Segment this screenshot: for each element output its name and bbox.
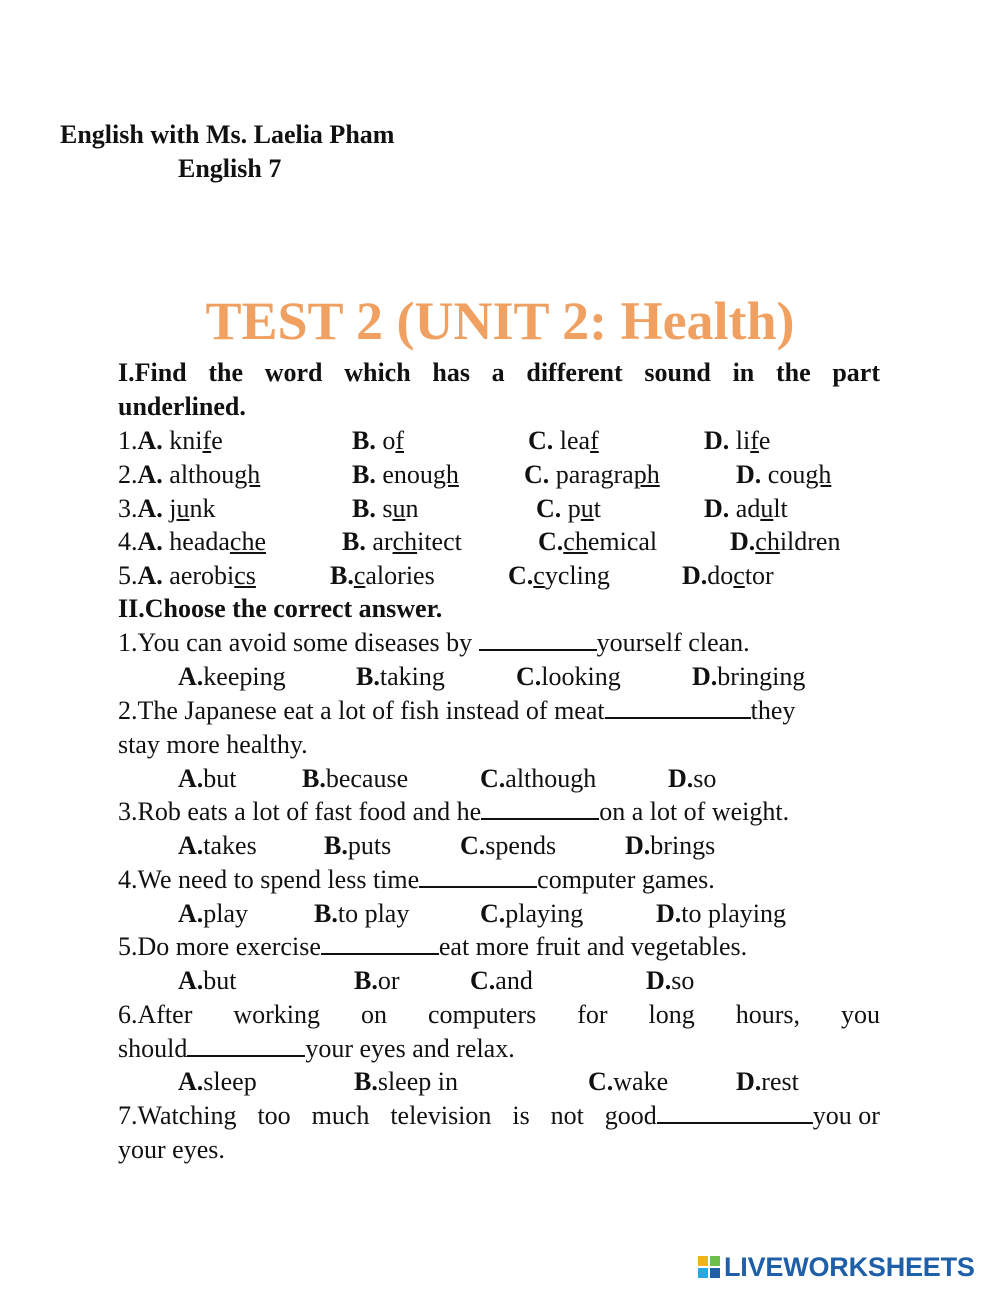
answer-option[interactable]: C.although [480,764,597,793]
question-2: 2.The Japanese eat a lot of fish instead of meat they [118,696,796,725]
answer-option[interactable]: C.looking [516,662,621,691]
answer-option[interactable]: B.puts [324,831,392,860]
test-title: TEST 2 (UNIT 2: Health) [205,291,795,351]
question-6-line2: should your eyes and relax. [118,1034,515,1063]
answer-option[interactable]: C.spends [460,831,557,860]
section1-heading-line2: underlined. [118,392,246,421]
pronunciation-option[interactable]: D. adult [704,494,788,523]
pronunciation-option[interactable]: C. leaf [528,426,599,455]
question-1: 1.You can avoid some diseases by yourself clean. [118,628,750,657]
pronunciation-option[interactable]: B. architect [342,527,462,556]
answer-blank[interactable] [605,695,751,719]
question-3: 3.Rob eats a lot of fast food and he on a lot of weight. [118,797,790,826]
answer-option[interactable]: A.sleep [178,1067,257,1096]
pronunciation-option[interactable]: B. sun [352,494,419,523]
answer-blank[interactable] [321,931,439,955]
question-4: 4.We need to spend less time computer games. [118,865,715,894]
pronunciation-option[interactable]: 2.A. although [118,460,261,489]
answer-blank[interactable] [481,796,599,820]
pronunciation-option[interactable]: C.chemical [538,527,658,556]
answer-option[interactable]: B.taking [356,662,445,691]
answer-option[interactable]: C.playing [480,899,584,928]
answer-option[interactable]: D.so [668,764,717,793]
answer-option[interactable]: C.and [470,966,533,995]
pronunciation-option[interactable]: D. cough [736,460,832,489]
pronunciation-option[interactable]: D.doctor [682,561,774,590]
pronunciation-option[interactable]: B. of [352,426,405,455]
pronunciation-option[interactable]: D.children [730,527,841,556]
answer-option[interactable]: B.to play [314,899,410,928]
pronunciation-option[interactable]: 1.A. knife [118,426,223,455]
answer-option[interactable]: A.keeping [178,662,286,691]
pronunciation-option[interactable]: 5.A. aerobics [118,561,256,590]
answer-blank[interactable] [479,627,597,651]
logo-text: LIVEWORKSHEETS [724,1251,975,1282]
answer-option[interactable]: D.bringing [692,662,806,691]
logo-blocks-icon [698,1256,720,1278]
answer-option[interactable]: D.rest [736,1067,799,1096]
pronunciation-option[interactable]: D. life [704,426,771,455]
question-5: 5.Do more exercise eat more fruit and vegetables. [118,932,748,961]
section2-heading: II.Choose the correct answer. [118,594,443,623]
question-7: 7.Watching too much television is not good you or [118,1101,880,1130]
section1-heading: I.Find the word which has a different sound in the part [118,358,880,387]
answer-option[interactable]: C.wake [588,1067,669,1096]
pronunciation-option[interactable]: C. paragraph [524,460,660,489]
answer-option[interactable]: A.but [178,764,237,793]
pronunciation-option[interactable]: 3.A. junk [118,494,216,523]
answer-option[interactable]: A.takes [178,831,257,860]
liveworksheets-logo [698,1250,975,1284]
answer-blank[interactable] [657,1100,813,1124]
answer-option[interactable]: D.to playing [656,899,786,928]
pronunciation-option[interactable]: C. put [536,494,602,523]
answer-option[interactable]: D.so [646,966,695,995]
question-2-line2: stay more healthy. [118,730,308,759]
pronunciation-option[interactable]: B.calories [330,561,435,590]
class-line: English 7 [178,154,282,183]
answer-option[interactable]: B.or [354,966,400,995]
pronunciation-option[interactable]: 4.A. headache [118,527,266,556]
question-7-line2: your eyes. [118,1135,225,1164]
pronunciation-option[interactable]: C.cycling [508,561,610,590]
answer-option[interactable]: B.sleep in [354,1067,458,1096]
author-line: English with Ms. Laelia Pham [60,120,395,149]
answer-option[interactable]: B.because [302,764,409,793]
question-6: 6.After working on computers for long hours, you [118,1000,880,1029]
answer-blank[interactable] [419,864,537,888]
answer-blank[interactable] [187,1033,305,1057]
answer-option[interactable]: A.play [178,899,249,928]
pronunciation-option[interactable]: B. enough [352,460,459,489]
answer-option[interactable]: A.but [178,966,237,995]
answer-option[interactable]: D.brings [625,831,716,860]
